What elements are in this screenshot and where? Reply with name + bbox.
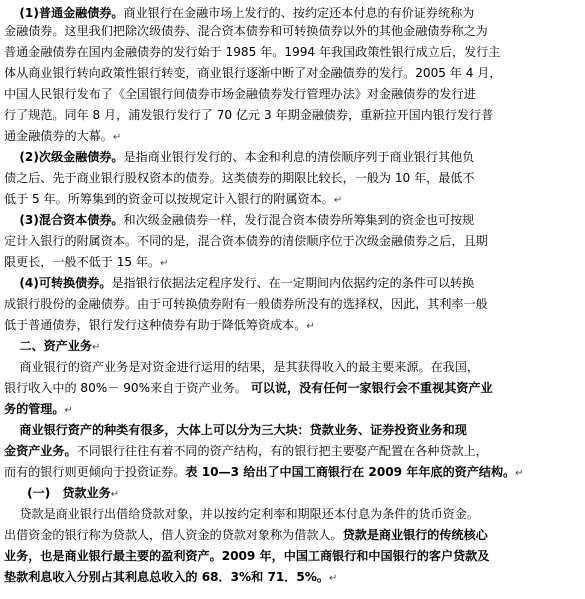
text-run: 普通金融债券在国内金融债券的发行始于 1985 年。1994 年我国政策性银行成立后，发行主 bbox=[4, 45, 501, 59]
text-line bbox=[4, 84, 581, 104]
bold-text: 商业银行资产的种类有很多，大体上可以分为三大块：贷款业务、证券投资业务和现 bbox=[19, 423, 467, 437]
text-run: 是指商业银行发行的、本金和利息的清偿顺序列于商业银行其他负 bbox=[123, 150, 475, 164]
text-line bbox=[4, 63, 581, 83]
text-run bbox=[4, 276, 19, 290]
text-run: 限更长，一般不低于 15 年。 bbox=[4, 255, 161, 269]
text-run: 是指银行依据法定程序发行、在一定期间内依据约定的条件可以转换 bbox=[111, 276, 475, 290]
bold-text: (3)混合资本债券。 bbox=[19, 213, 124, 227]
bold-text: 务的管理。 bbox=[4, 402, 65, 416]
text-run: 而有的银行则更倾向于投资证券。 bbox=[4, 465, 186, 479]
text-line bbox=[4, 567, 581, 587]
text-line bbox=[4, 462, 581, 482]
text-line bbox=[4, 294, 581, 314]
paragraph-mark-icon: ↵ bbox=[160, 258, 169, 269]
bold-text: (2)次级金融债券。 bbox=[19, 150, 124, 164]
bold-text: (4)可转换债券。 bbox=[19, 276, 112, 290]
bold-text: 垫款利息收入分别占其利息总收入的 68．3%和 71．5%。 bbox=[4, 570, 330, 584]
text-line bbox=[4, 483, 581, 503]
bold-text: 可以说，没有任何一家银行会不重视其资产业 bbox=[250, 381, 493, 395]
bold-text: 业务，也是商业银行最主要的盈利资产。2009 年，中国工商银行和中国银行的客户贷款及 bbox=[4, 549, 490, 563]
text-line bbox=[4, 336, 581, 356]
text-run: 定计入银行的附属资本。不同的是，混合资本债券的清偿顺序位于次级金融债券之后，且期 bbox=[4, 234, 488, 248]
text-run: 低于普通债券，银行发行这种债券有助于降低筹资成本。 bbox=[4, 318, 307, 332]
text-run: 出借资金的银行称为贷款人，借人资金的贷款对象称为借款人。 bbox=[4, 528, 343, 542]
text-line bbox=[4, 3, 581, 23]
text-line bbox=[4, 168, 581, 188]
text-line bbox=[4, 231, 581, 251]
text-run: 成银行股份的金融债券。由于可转换债券附有一般债券所没有的选择权，因此，其利率一般 bbox=[4, 297, 488, 311]
text-run: 银行收入中的 80%－ 90%来自于资产业务。 bbox=[4, 381, 251, 395]
paragraph-mark-icon: ↵ bbox=[515, 468, 524, 479]
text-run: 行了规范。同年 8 月，浦发银行发行了 70 亿元 3 年期金融债券，重新拉开国内银行发行普 bbox=[4, 108, 494, 122]
text-line bbox=[4, 105, 581, 125]
bold-text: 二、资产业务 bbox=[19, 339, 92, 353]
text-line bbox=[4, 441, 581, 461]
paragraph-mark-icon: ↵ bbox=[329, 573, 338, 584]
text-line bbox=[4, 357, 581, 377]
bold-text: 金资产业务。 bbox=[4, 444, 77, 458]
text-line bbox=[4, 252, 581, 272]
text-run: 金融债券。这里我们把除次级债券、混合资本债券和可转换债券以外的其他金融债券称之为 bbox=[4, 24, 488, 38]
text-line bbox=[4, 378, 581, 398]
text-run bbox=[4, 6, 19, 20]
text-line bbox=[4, 126, 581, 146]
text-line bbox=[4, 210, 581, 230]
paragraph-mark-icon: ↵ bbox=[64, 405, 73, 416]
text-line bbox=[4, 21, 581, 41]
bold-text: (一) 贷款业务 bbox=[27, 486, 111, 500]
text-run bbox=[4, 423, 19, 437]
text-line bbox=[4, 525, 581, 545]
text-run: 不同银行往往有着不同的资产结构，有的银行把主要娶产配置在各种贷款上， bbox=[76, 444, 488, 458]
text-line bbox=[4, 42, 581, 62]
text-run: 体从商业银行转向政策性银行转变，商业银行逐渐中断了对金融债券的发行。2005 年 4 月， bbox=[4, 66, 502, 80]
paragraph-mark-icon: ↵ bbox=[112, 132, 122, 143]
text-run: 和次级金融债券一样，发行混合资本债券所筹集到的资金也可按规 bbox=[123, 213, 475, 227]
paragraph-mark-icon: ↵ bbox=[306, 321, 315, 332]
text-line bbox=[4, 399, 581, 419]
text-run bbox=[4, 213, 19, 227]
text-run: 商业银行在金融市场上发行的、按约定还本付息的有价证券统称为 bbox=[123, 6, 475, 20]
text-run: 商业银行的资产业务是对资金进行运用的结果，是其获得收入的最主要来源。在我国， bbox=[4, 360, 479, 374]
text-run bbox=[4, 486, 27, 500]
paragraph-mark-icon: ↵ bbox=[110, 489, 120, 500]
bold-text: 表 10—3 给出了中国工商银行在 2009 年年底的资产结构。 bbox=[185, 465, 516, 479]
text-line bbox=[4, 504, 581, 524]
text-run: 中国人民银行发布了《全国银行间债券市场金融债券发行管理办法》对金融债券的发行进 bbox=[4, 87, 476, 101]
text-run: 低于 5 年。所筹集到的资金可以按规定计入银行的附属资本。 bbox=[4, 192, 334, 206]
text-run bbox=[4, 339, 19, 353]
text-line bbox=[4, 546, 581, 566]
text-line bbox=[4, 315, 581, 335]
text-run bbox=[4, 150, 19, 164]
text-line bbox=[4, 189, 581, 209]
text-line bbox=[4, 273, 581, 293]
text-run: 贷款是商业银行出借给贷款对象，并以按约定利率和期限还本付息为条件的货币资金。 bbox=[4, 507, 479, 521]
bold-text: 贷款是商业银行的传统核心 bbox=[342, 528, 488, 542]
bold-text: (1)普通金融债券。 bbox=[19, 6, 124, 20]
text-line bbox=[4, 420, 581, 440]
paragraph-mark-icon: ↵ bbox=[91, 342, 101, 353]
text-run: 通金融债券的大幕。 bbox=[4, 129, 113, 143]
paragraph-mark-icon: ↵ bbox=[333, 195, 343, 206]
text-line bbox=[4, 147, 581, 167]
text-run: 债之后、先于商业银行股权资本的债券。这类债券的期限比较长，一般为 10 年，最低不 bbox=[4, 171, 475, 185]
